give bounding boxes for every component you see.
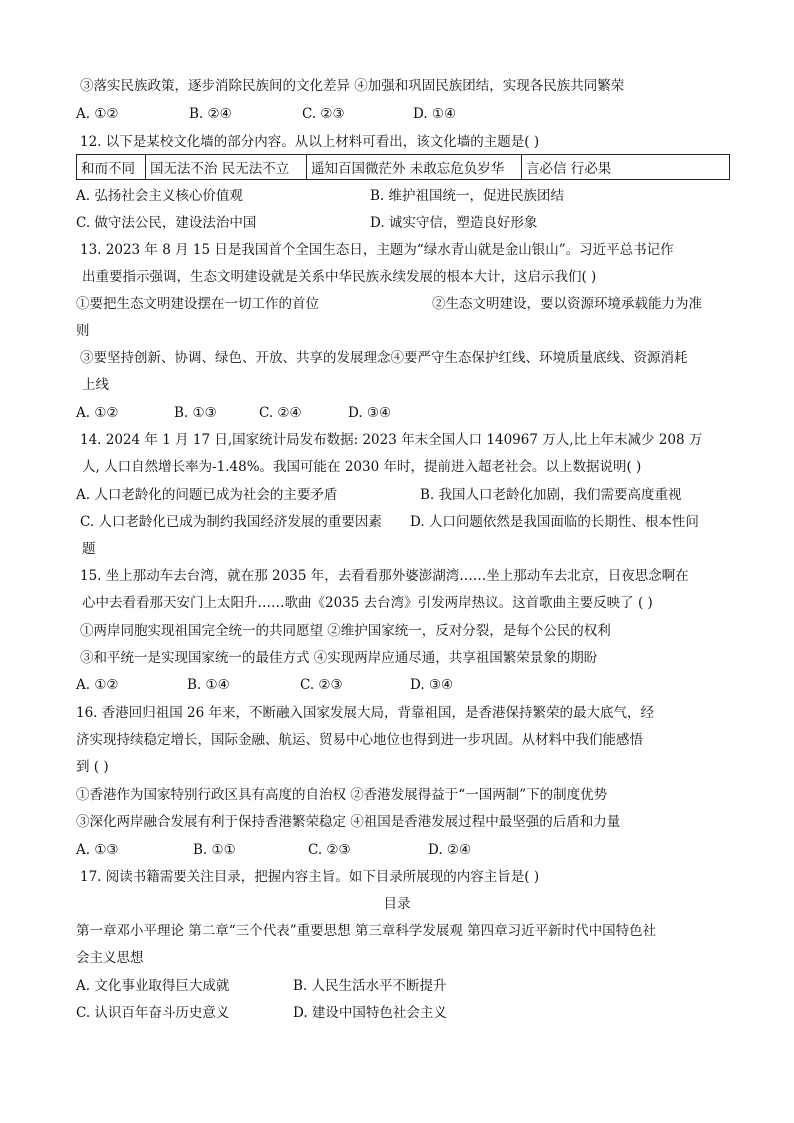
q15-statements-1-2: ①两岸同胞实现祖国完全统一的共同愿望 ②维护国家统一，反对分裂，是每个公民的权利 <box>80 623 611 639</box>
q16-option-d[interactable]: D. ②④ <box>428 842 472 858</box>
q13-statement-4-cont: 上线 <box>82 377 109 393</box>
culture-wall-cell: 和而不同 <box>77 155 146 180</box>
toc-line2: 会主义思想 <box>76 950 144 966</box>
q16-option-c[interactable]: C. ②③ <box>308 842 351 858</box>
q12-option-a[interactable]: A. 弘扬社会主义核心价值观 <box>76 188 243 204</box>
q13-statements-3-4: ③要坚持创新、协调、绿色、开放、共享的发展理念④要严守生态保护红线、环境质量底线、资源消耗 <box>80 350 688 366</box>
q11-option-c[interactable]: C. ②③ <box>302 106 345 122</box>
q15-stem-line2: 心中去看看那天安门上太阳升……歌曲《2035 去台湾》引发两岸热议。这首歌曲主要反映了 ( ) <box>82 595 653 611</box>
q16-stem-line1: 16. 香港回归祖国 26 年来，不断融入国家发展大局，背靠祖国，是香港保持繁荣的最大底气，经 <box>76 705 655 721</box>
q15-option-b[interactable]: B. ①④ <box>187 677 230 693</box>
q15-option-c[interactable]: C. ②③ <box>300 677 343 693</box>
q14-stem-line1: 14. 2024 年 1 月 17 日,国家统计局发布数据: 2023 年末全国人口 140967 万人,比上年末减少 208 万 <box>80 432 703 448</box>
culture-wall-cell: 遥知百国微茫外 未敢忘危负岁华 <box>307 155 522 180</box>
q16-option-a[interactable]: A. ①③ <box>76 842 119 858</box>
q17-stem: 17. 阅读书籍需要关注目录，把握内容主旨。如下目录所展现的内容主旨是( ) <box>80 869 540 885</box>
q16-statements-1-2: ①香港作为国家特别行政区具有高度的自治权 ②香港发展得益于“一国两制”下的制度优势 <box>76 787 608 803</box>
q13-option-d[interactable]: D. ③④ <box>348 405 392 421</box>
q15-option-d[interactable]: D. ③④ <box>410 677 454 693</box>
culture-wall-table <box>76 154 730 180</box>
q17-option-a[interactable]: A. 文化事业取得巨大成就 <box>76 978 230 994</box>
q14-option-a[interactable]: A. 人口老龄化的问题已成为社会的主要矛盾 <box>76 487 338 503</box>
q11-option-d[interactable]: D. ①④ <box>413 106 457 122</box>
q13-stem-line2: 出重要指示强调，生态文明建设就是关系中华民族永续发展的根本大计，这启示我们( ) <box>82 269 597 285</box>
q13-option-c[interactable]: C. ②④ <box>259 405 302 421</box>
q16-statements-3-4: ③深化两岸融合发展有利于保持香港繁荣稳定 ④祖国是香港发展过程中最坚强的后盾和力量 <box>76 814 621 830</box>
q13-stem-line1: 13. 2023 年 8 月 15 日是我国首个全国生态日，主题为“绿水青山就是金山银山”。习近平总书记作 <box>80 242 674 258</box>
q14-option-c[interactable]: C. 人口老龄化已成为制约我国经济发展的重要因素 <box>80 514 382 530</box>
toc-line1: 第一章邓小平理论 第二章“三个代表”重要思想 第三章科学发展观 第四章习近平新时代中国特色社 <box>76 923 657 939</box>
q11-option-b[interactable]: B. ②④ <box>189 106 232 122</box>
q12-stem: 12. 以下是某校文化墙的部分内容。从以上材料可看出，该文化墙的主题是( ) <box>80 134 540 150</box>
q14-option-d-cont: 题 <box>82 541 96 557</box>
q11-option-a[interactable]: A. ①② <box>76 106 119 122</box>
q14-option-d[interactable]: D. 人口问题依然是我国面临的长期性、根本性问 <box>410 514 699 530</box>
q16-stem-line2: 济实现持续稳定增长，国际金融、航运、贸易中心地位也得到进一步巩固。从材料中我们能感悟 <box>76 732 643 748</box>
q17-option-d[interactable]: D. 建设中国特色社会主义 <box>293 1005 447 1021</box>
q15-stem-line1: 15. 坐上那动车去台湾，就在那 2035 年，去看看那外婆澎湖湾……坐上那动车去北京，日夜思念啊在 <box>80 568 689 584</box>
q15-statements-3-4: ③和平统一是实现国家统一的最佳方式 ④实现两岸应通尽通，共享祖国繁荣景象的期盼 <box>80 650 598 666</box>
q12-option-c[interactable]: C. 做守法公民，建设法治中国 <box>76 215 257 231</box>
q11-statement-line: ③落实民族政策，逐步消除民族间的文化差异 ④加强和巩固民族团结，实现各民族共同繁荣 <box>80 78 625 94</box>
culture-wall-cell: 国无法不治 民无法不立 <box>146 155 307 180</box>
q13-option-a[interactable]: A. ①② <box>76 405 119 421</box>
q14-option-b[interactable]: B. 我国人口老龄化加剧，我们需要高度重视 <box>420 487 682 503</box>
q16-stem-line3: 到 ( ) <box>76 759 109 775</box>
q16-option-b[interactable]: B. ①① <box>193 842 236 858</box>
q17-option-b[interactable]: B. 人民生活水平不断提升 <box>293 978 447 994</box>
culture-wall-cell: 言必信 行必果 <box>522 155 730 180</box>
q17-option-c[interactable]: C. 认识百年奋斗历史意义 <box>76 1005 230 1021</box>
q13-statement-2: ②生态文明建设，要以资源环境承载能力为准 <box>432 296 702 312</box>
q13-statement-1: ①要把生态文明建设摆在一切工作的首位 <box>76 296 319 312</box>
q12-option-d[interactable]: D. 诚实守信，塑造良好形象 <box>370 215 538 231</box>
toc-title: 目录 <box>383 896 411 912</box>
q14-stem-line2: 人, 人口自然增长率为-1.48%。我国可能在 2030 年时，提前进入超老社会。以上数据说明( ) <box>82 459 642 475</box>
q13-option-b[interactable]: B. ①③ <box>174 405 217 421</box>
q13-statement-2-cont: 则 <box>76 323 90 339</box>
q12-option-b[interactable]: B. 维护祖国统一，促进民族团结 <box>370 188 565 204</box>
q15-option-a[interactable]: A. ①② <box>76 677 119 693</box>
